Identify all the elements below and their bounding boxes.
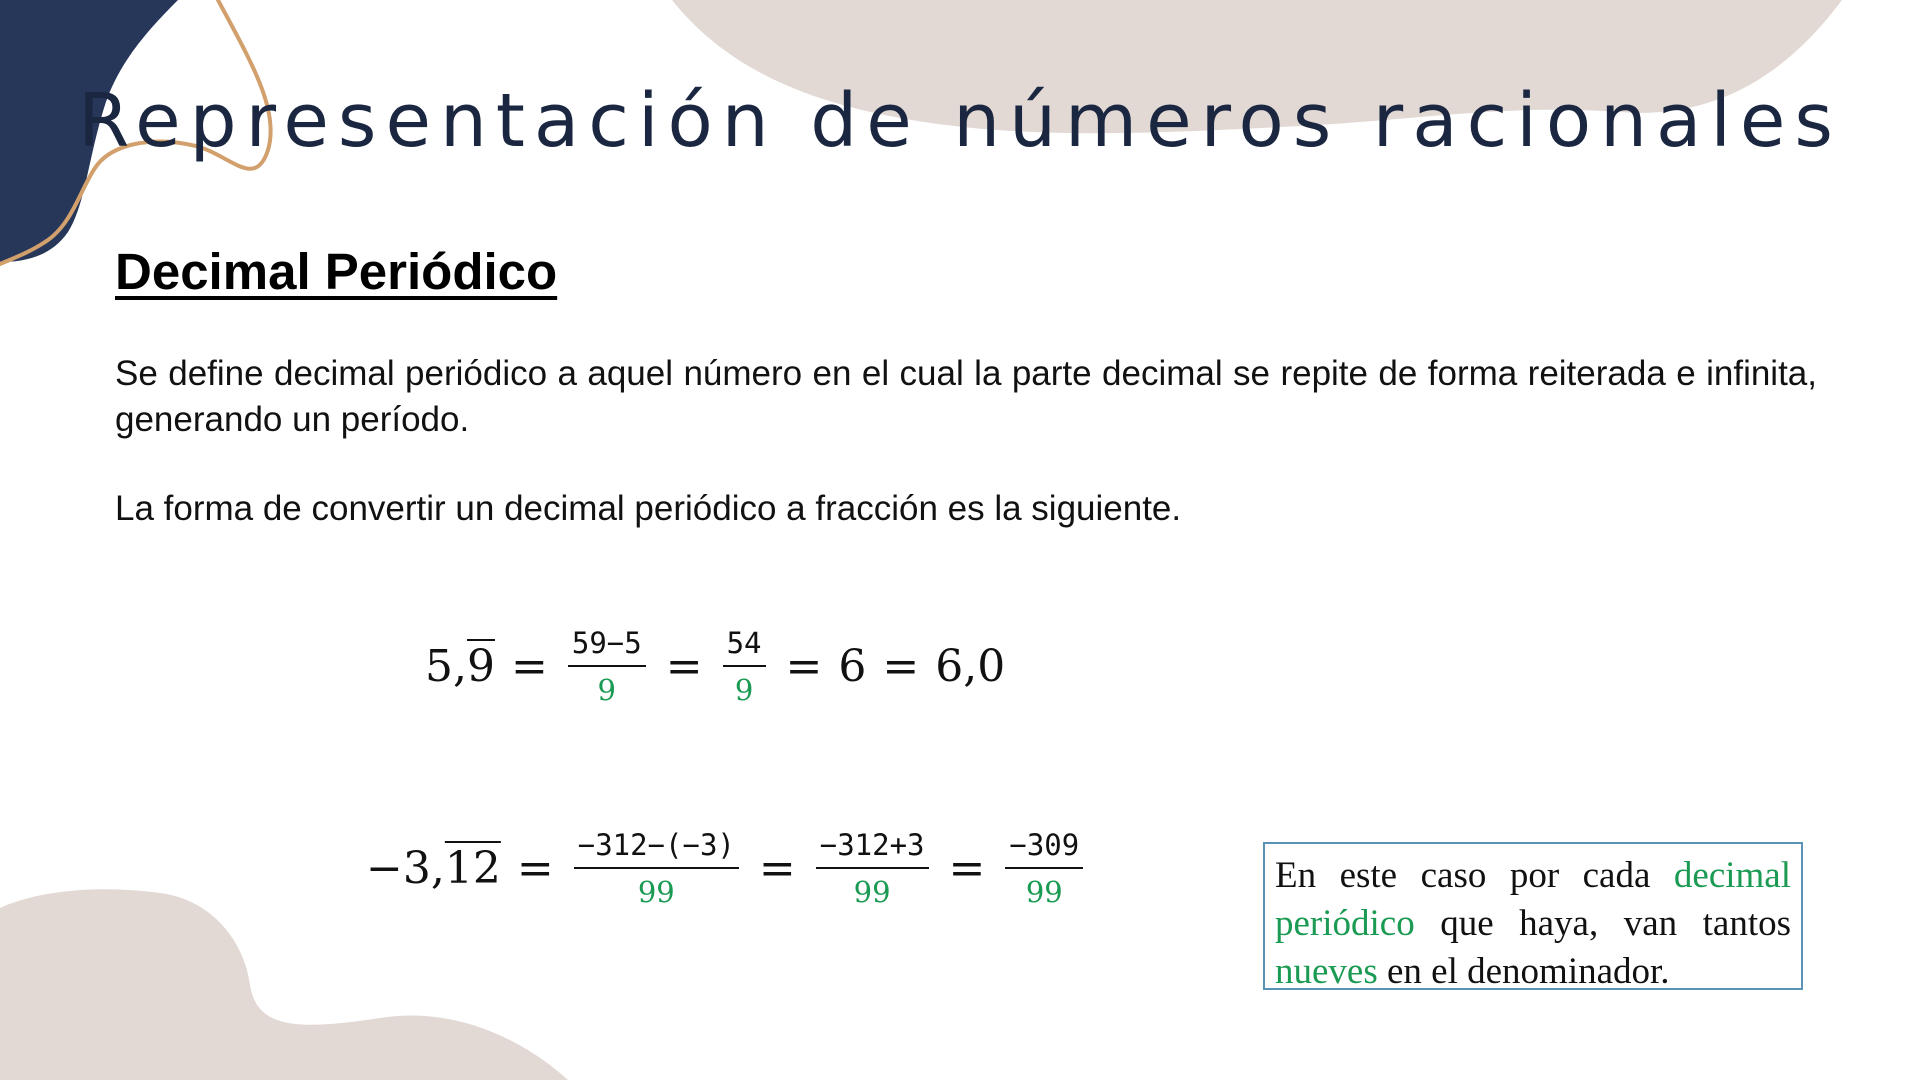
- note-highlight: decimal periódico: [1275, 855, 1791, 944]
- fraction-denominator: 9: [597, 672, 616, 707]
- note-text: que haya, van tantos: [1414, 903, 1791, 944]
- fraction-denominator: 9: [734, 672, 754, 707]
- conversion-intro-paragraph: La forma de convertir un decimal periódico a fracción es la siguiente.: [115, 489, 1182, 528]
- equals-sign: =: [948, 842, 986, 894]
- fraction-numerator: −312+3: [816, 828, 929, 869]
- fraction-denominator: 99: [1025, 874, 1063, 909]
- note-text: en el denominador.: [1377, 951, 1670, 992]
- fraction-numerator: 54: [723, 626, 766, 667]
- note-box: [1263, 842, 1803, 990]
- slide-title: Representación de números racionales: [78, 78, 1842, 164]
- equals-sign: =: [882, 640, 920, 692]
- fraction: [723, 626, 766, 707]
- note-text: En este caso por cada: [1275, 855, 1674, 896]
- equation-five-point-nine: [425, 616, 1005, 716]
- definition-paragraph: Se define decimal periódico a aquel número en el cual la parte decimal se repite de forma reiterada e infinita, generando un período.: [115, 354, 1817, 439]
- equals-sign: =: [516, 842, 554, 894]
- note-highlight: nueves: [1275, 951, 1378, 992]
- equation-minus-three-point-twelve: [366, 818, 1087, 918]
- fraction: [568, 626, 646, 707]
- fraction-numerator: −309: [1005, 828, 1083, 869]
- result-value: 6: [838, 640, 867, 692]
- integer-part: −3,: [366, 842, 445, 894]
- fraction: [574, 828, 739, 909]
- periodic-digits: 12: [444, 842, 501, 894]
- equals-sign: =: [785, 640, 823, 692]
- fraction: [1005, 828, 1083, 909]
- equals-sign: =: [758, 842, 796, 894]
- equals-sign: =: [510, 640, 548, 692]
- section-heading: Decimal Periódico: [115, 243, 558, 300]
- fraction-denominator: 99: [853, 874, 891, 909]
- fraction-denominator: 99: [637, 874, 675, 909]
- integer-part: 5,: [425, 640, 467, 692]
- fraction: [816, 828, 929, 909]
- fraction-numerator: −312−(−3): [574, 828, 739, 869]
- result-value: 6,0: [935, 640, 1006, 692]
- equals-sign: =: [665, 640, 703, 692]
- periodic-digits: 9: [466, 640, 495, 692]
- fraction-numerator: 59−5: [568, 626, 646, 667]
